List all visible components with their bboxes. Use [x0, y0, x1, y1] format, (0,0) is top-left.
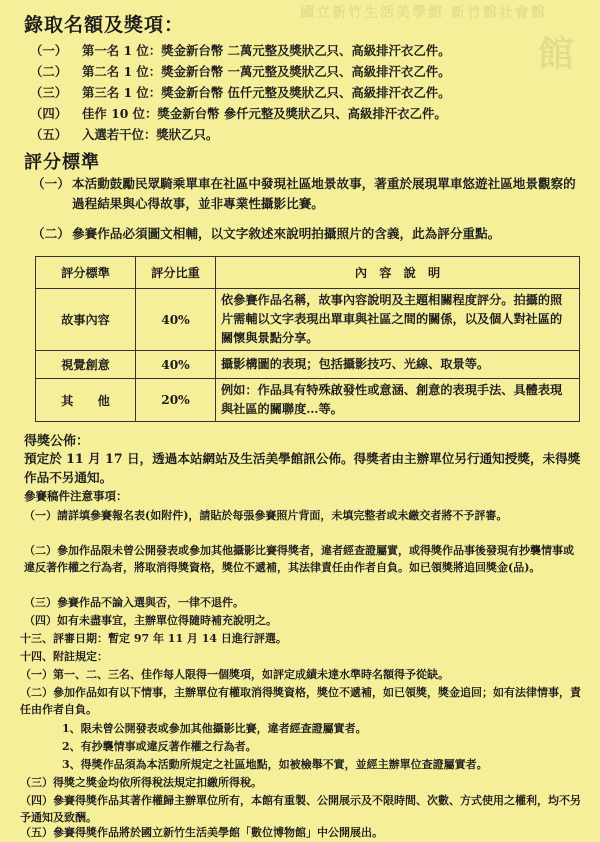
- announce-text: 預定於 11 月 17 日，透過本站網站及生活美學館訊公佈。得獎者由主辦單位另行通知授獎，未得獎作品不另通知。: [24, 451, 581, 485]
- note-text: 請詳填參賽報名表(如附件)，請貼於每張參賽照片背面，未填完整者或未繳交者將不予評審。: [57, 509, 508, 522]
- table-header: 評分比重: [136, 257, 216, 289]
- table-cell-desc: 例如：作品具有特殊啟發性或意涵、創意的表現手法、具體表現與社區的關聯度…等。: [216, 379, 580, 422]
- table-row: [36, 379, 580, 422]
- award-text: 第三名 1 位：獎金新台幣 伍仟元整及獎狀乙只、高級排汗衣乙件。: [82, 85, 451, 100]
- award-item: [30, 104, 447, 122]
- note-item: [24, 594, 244, 611]
- rule-text: 第一、二、三名、佳作每人限得一個獎項，如評定成績未達水準時名額得予從缺。: [53, 668, 449, 681]
- note-number: （三）: [24, 596, 57, 609]
- criteria-table: [35, 256, 580, 422]
- table-row: [36, 289, 580, 351]
- table-cell-desc: 攝影構圖的表現；包括攝影技巧、光線、取景等。: [216, 351, 580, 379]
- note-number: （四）: [24, 614, 57, 627]
- section-14-heading: 十四、附註規定：: [20, 650, 108, 663]
- table-cell-name: 視覺創意: [36, 351, 136, 379]
- note-text: 參加作品限未曾公開發表或參加其他攝影比賽得獎者，違者經查證屬實，或得獎作品事後發現有抄襲情事或違反著作權之行為者，將取消得獎資格，獎位不遞補，其法律責任由作者自負。如已領獎將追回獎金(品)。: [24, 544, 574, 574]
- paragraph-text: 參賽作品必須圖文相輔，以文字敘述來說明拍攝照片的含義，此為評分重點。: [72, 226, 501, 241]
- rule-item: [20, 684, 584, 718]
- award-text: 佳作 10 位：獎金新台幣 參仟元整及獎狀乙只、高級排汗衣乙件。: [82, 106, 447, 121]
- award-item: [30, 62, 451, 80]
- award-text: 入選若干位：獎狀乙只。: [82, 127, 219, 142]
- award-item: [30, 125, 218, 143]
- rule-subitem: 1、限未曾公開發表或參加其他攝影比賽，違者經查證屬實者。: [62, 722, 367, 735]
- rule-number: （二）: [20, 686, 53, 699]
- table-row: [36, 351, 580, 379]
- note-text: 參賽作品不論入選與否，一律不退件。: [57, 596, 244, 609]
- rule-item: [20, 824, 383, 841]
- award-text: 第一名 1 位：獎金新台幣 二萬元整及獎狀乙只、高級排汗衣乙件。: [82, 43, 451, 58]
- rule-subitem: 2、有抄襲情事或違反著作權之行為者。: [62, 740, 257, 753]
- award-number: （二）: [30, 64, 68, 79]
- rule-text: 參賽得獎作品其著作權歸主辦單位所有，本館有重製、公開展示及不限時間、次數、方式使用之權利，均不另予通知及致酬。: [20, 794, 581, 824]
- rule-text: 參加作品如有以下情事，主辦單位有權取消得獎資格，獎位不遞補，如已領獎，獎金追回；如有法律情事，責任由作者自負。: [20, 686, 581, 716]
- table-cell-weight: 40%: [136, 351, 216, 379]
- rule-subitem: 3、得獎作品須為本活動所規定之社區地點，如被檢舉不實，並經主辦單位查證屬實者。: [62, 758, 488, 771]
- rule-number: （三）: [20, 776, 53, 789]
- note-item: [24, 542, 580, 576]
- table-header: 評分標準: [36, 257, 136, 289]
- table-cell-weight: 20%: [136, 379, 216, 422]
- award-number: （一）: [30, 43, 68, 58]
- award-number: （四）: [30, 106, 68, 121]
- award-number: （三）: [30, 85, 68, 100]
- rule-text: 得獎之獎金均依所得稅法規定扣繳所得稅。: [53, 776, 262, 789]
- table-header: 內 容 說 明: [216, 257, 580, 289]
- rule-item: [20, 666, 449, 683]
- bleed-through-glyph: 館: [538, 33, 575, 75]
- rule-text: 參賽得獎作品將於國立新竹生活美學館「數位博物館」中公開展出。: [53, 826, 383, 839]
- note-number: （一）: [24, 509, 57, 522]
- rule-number: （五）: [20, 826, 53, 839]
- rule-item: [20, 774, 262, 791]
- note-item: [24, 507, 580, 524]
- note-text: 如有未盡事宜，主辦單位得隨時補充說明之。: [57, 614, 277, 627]
- table-cell-name: 故事內容: [36, 289, 136, 351]
- awards-heading: 錄取名額及獎項：: [24, 14, 185, 36]
- award-text: 第二名 1 位：獎金新台幣 一萬元整及獎狀乙只、高級排汗衣乙件。: [82, 64, 451, 79]
- paragraph-number: （一）: [32, 176, 70, 191]
- notes-heading: 參賽稿件注意事項：: [24, 489, 128, 503]
- criteria-paragraph-2: [32, 224, 580, 244]
- rule-item: [20, 792, 584, 826]
- table-header-row: [36, 257, 580, 289]
- table-cell-desc: 依參賽作品名稱，故事內容說明及主題相關程度評分。拍攝的照片需輔以文字表現出單車與社區之間的關係，以及個人對社區的關懷與景點分享。: [216, 289, 580, 351]
- rule-number: （四）: [20, 794, 53, 807]
- note-item: [24, 612, 277, 629]
- section-13: 十三、評審日期：暫定 97 年 11 月 14 日進行評選。: [20, 632, 287, 645]
- table-cell-name: 其 他: [36, 379, 136, 422]
- table-cell-weight: 40%: [136, 289, 216, 351]
- paragraph-number: （二）: [32, 226, 70, 241]
- criteria-heading: 評分標準: [24, 152, 100, 173]
- rule-number: （一）: [20, 668, 53, 681]
- award-number: （五）: [30, 127, 68, 142]
- announce-heading: 得獎公佈：: [24, 434, 90, 449]
- criteria-paragraph-1: [32, 174, 580, 214]
- award-item: [30, 41, 451, 59]
- note-number: （二）: [24, 544, 57, 557]
- paragraph-text: 本活動鼓勵民眾騎乘單車在社區中發現社區地景故事，著重於展現單車悠遊社區地景觀察的過程結果與心得故事，並非專業性攝影比賽。: [72, 176, 576, 211]
- award-item: [30, 83, 451, 101]
- bleed-through-text: 國立新竹生活美學館 新竹館社會館: [300, 5, 547, 21]
